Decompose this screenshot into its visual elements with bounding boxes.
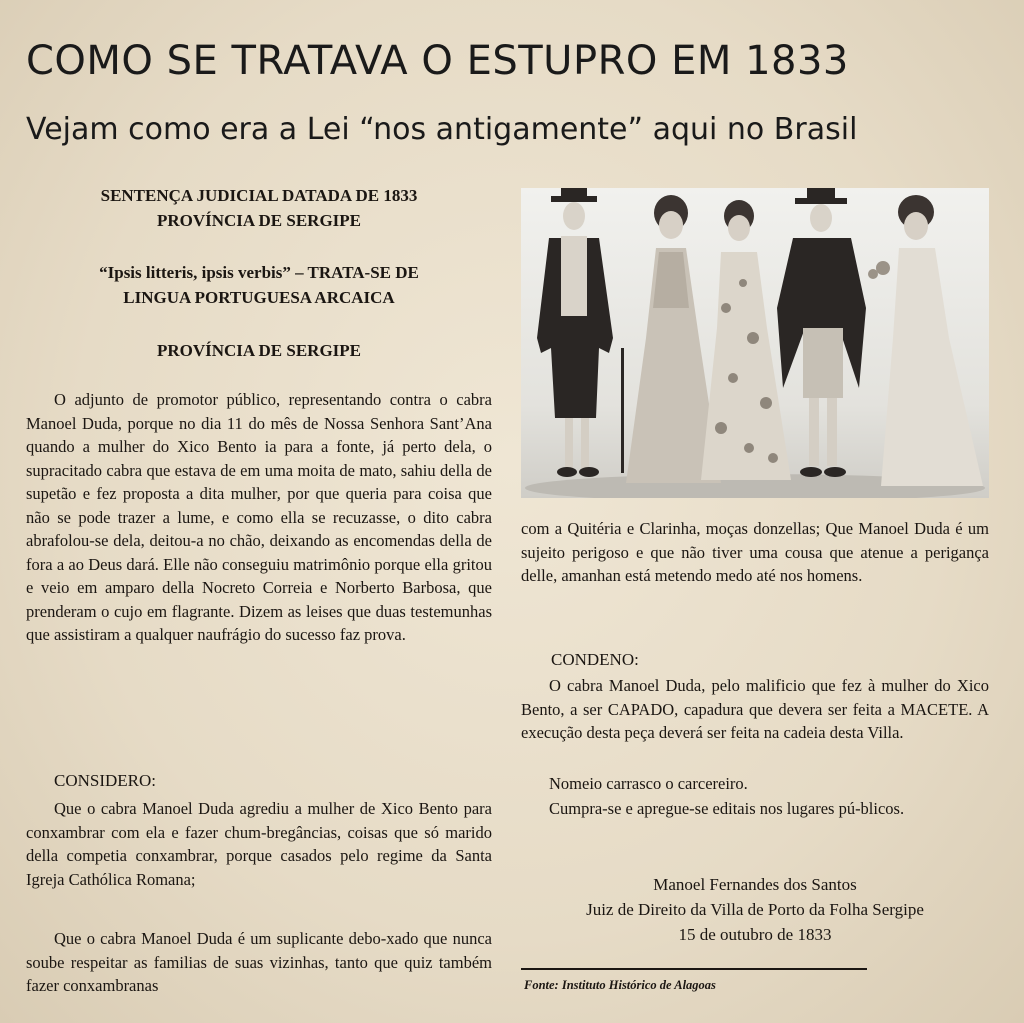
heading-line: SENTENÇA JUDICIAL DATADA DE 1833	[100, 186, 418, 205]
heading-line: “Ipsis litteris, ipsis verbis” – TRATA-SE DE	[99, 263, 419, 282]
condeno-label: CONDENO:	[551, 650, 639, 669]
sentence-date: 15 de outubro de 1833	[678, 925, 832, 944]
paragraph-considero-2: Que o cabra Manoel Duda é um suplicante debo-xado que nunca soube respeitar as familias de suas vizinhas, tanto que quiz também fazer conxambranas	[26, 929, 492, 995]
paragraph-continuation: com a Quitéria e Clarinha, moças donzellas; Que Manoel Duda é um sujeito perigoso e que não tiver uma cousa que atenue a perigança delle, amanhan está metendo medo até nos homens.	[521, 519, 989, 585]
judge-title: Juiz de Direito da Villa de Porto da Folha Sergipe	[586, 900, 924, 919]
period-costume-photo	[521, 188, 989, 498]
heading-line: PROVÍNCIA DE SERGIPE	[156, 211, 362, 230]
section-heading-provincia: PROVÍNCIA DE SERGIPE	[156, 341, 362, 360]
signature-block	[521, 872, 989, 947]
section-heading-ipsis	[26, 260, 492, 310]
paragraph-editais: Cumpra-se e apregue-se editais nos lugares pú-blicos.	[549, 799, 905, 818]
divider-rule	[521, 968, 867, 970]
considero-label: CONSIDERO:	[54, 771, 157, 790]
heading-line: LINGUA PORTUGUESA ARCAICA	[123, 288, 395, 307]
paragraph-considero-1: Que o cabra Manoel Duda agrediu a mulher de Xico Bento para conxambrar com ela e fazer chum-bregâncias, coisas que só marido della competia conxambrar, porque casados pelo regime da Santa Igreja Cathólica Romana;	[26, 799, 492, 889]
paragraph-condeno: O cabra Manoel Duda, pelo malificio que fez à mulher do Xico Bento, a ser CAPADO, capadura que devera ser feita a MACETE. A execução desta peça deverá ser feita na cadeia desta Villa.	[521, 676, 989, 742]
source-credit: Fonte: Instituto Histórico de Alagoas	[524, 978, 716, 992]
period-costume-photo-icon	[521, 188, 989, 498]
judge-name: Manoel Fernandes dos Santos	[653, 875, 857, 894]
headline: COMO SE TRATAVA O ESTUPRO EM 1833	[26, 38, 849, 84]
paragraph-carrasco: Nomeio carrasco o carcereiro.	[549, 774, 748, 793]
paragraph-denuncia: O adjunto de promotor público, representando contra o cabra Manoel Duda, porque no dia 11 do mês de Nossa Senhora Sant’Ana quando a mulher do Xico Bento ia para a fonte, já perto dela, o supracitado cabra que estava de em uma moita de mato, sahiu della de supetão e fez proposta a dita mulher, por que queria para coisa que não se pode trazer a lume, e como ella se recuzasse, o dito cabra abrafolou-se dela, deitou-a no chão, deixando as encomendas della de fora a ao Deus dará. Elle não conseguiu matrimônio porque ella gritou e veio em amparo della Nocreto Correia e Norberto Barbosa, que prenderam o cujo em flagrante. Dizem as leises que duas testemunhas que assistiram a qualquer naufrágio do sucesso faz prova.	[26, 390, 492, 644]
section-heading-sentenca	[26, 183, 492, 233]
subheadline: Vejam como era a Lei “nos antigamente” aqui no Brasil	[26, 112, 858, 147]
